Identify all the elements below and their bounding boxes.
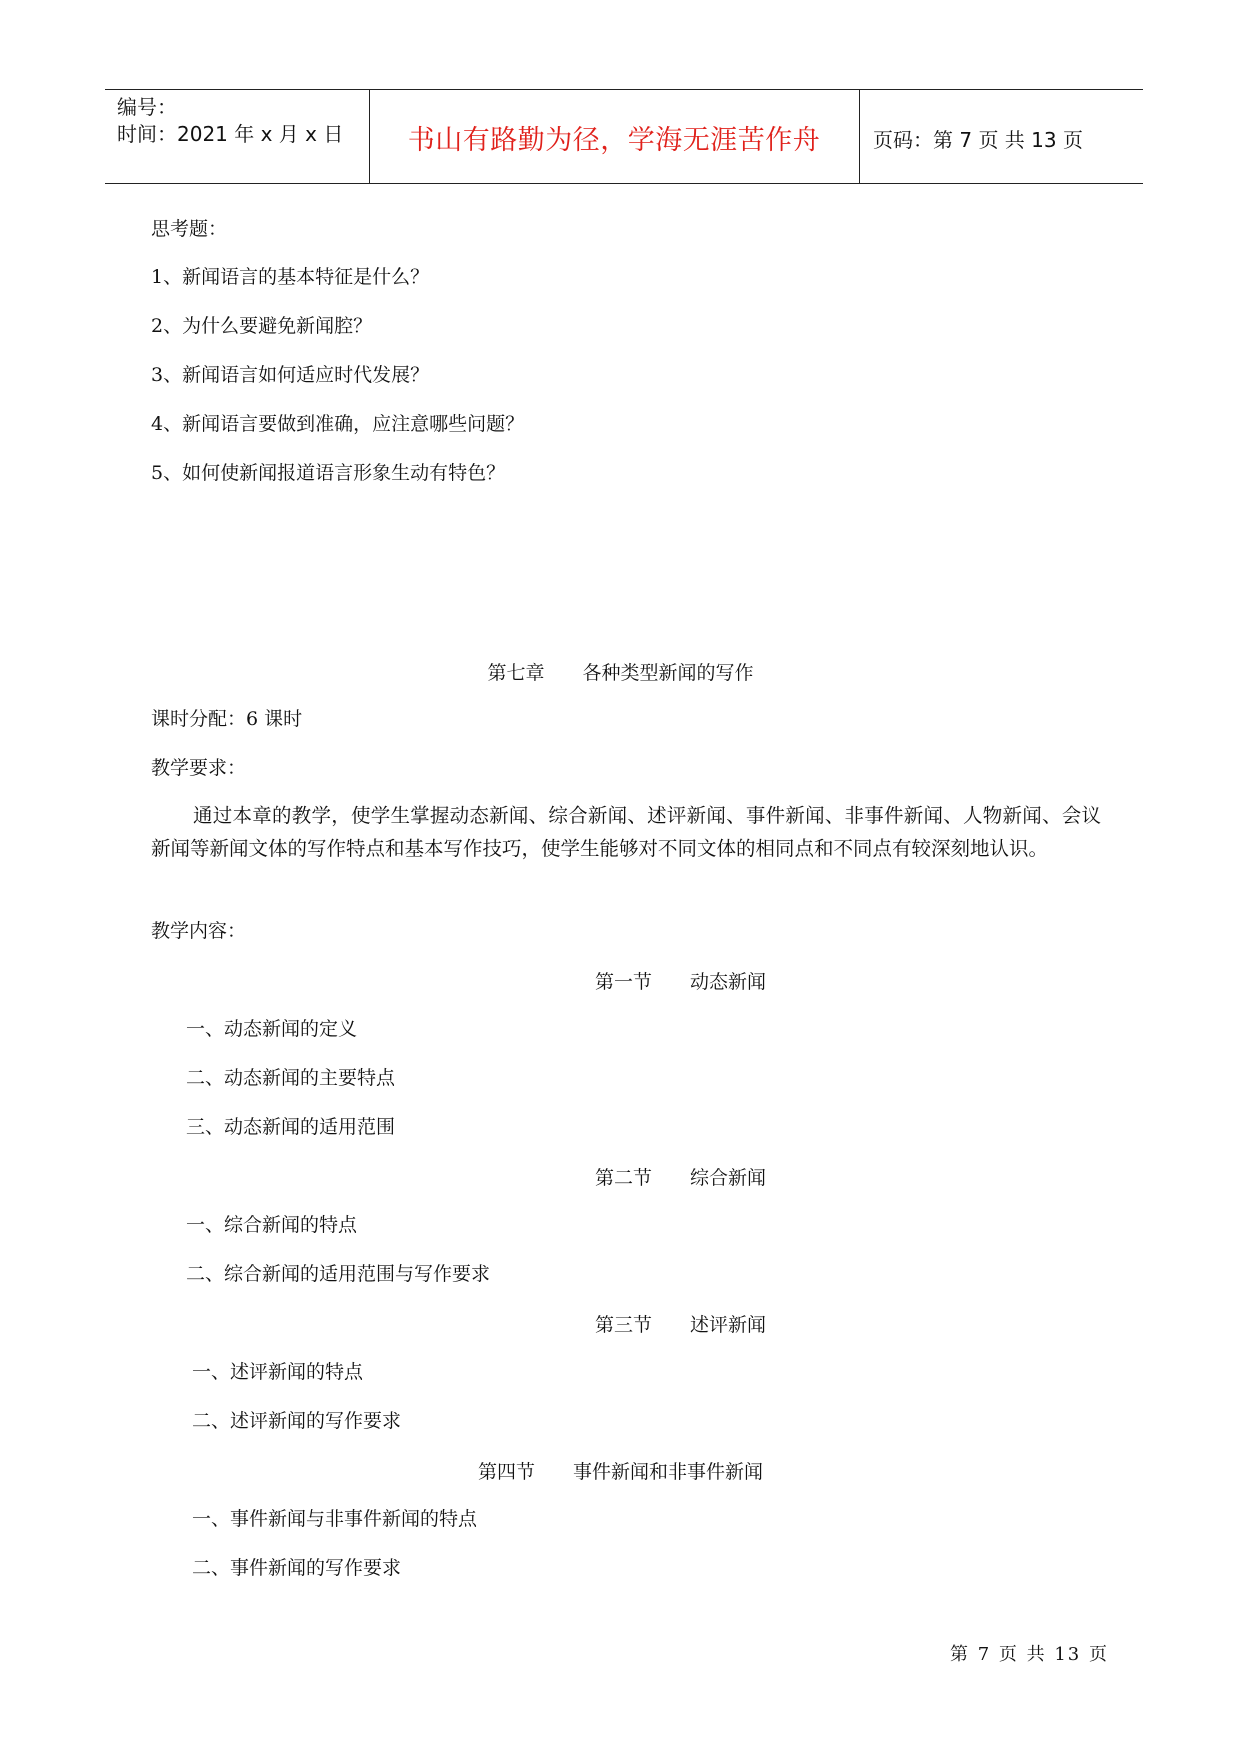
- section-item: 一、动态新闻的定义: [186, 1018, 358, 1040]
- section-title: 第三节 述评新闻: [594, 1314, 766, 1336]
- section-title: 第四节 事件新闻和非事件新闻: [477, 1461, 763, 1483]
- question-item: 1、新闻语言的基本特征是什么？: [151, 266, 430, 288]
- content-label: 教学内容：: [151, 920, 247, 942]
- question-item: 3、新闻语言如何适应时代发展？: [151, 364, 430, 386]
- footer-page-number: 第 7 页 共 13 页: [950, 1644, 1109, 1665]
- section-title: 第二节 综合新闻: [594, 1167, 766, 1189]
- header-page-code: 页码：第 7 页 共 13 页: [873, 128, 1083, 152]
- header-time-label: 时间：2021 年 x 月 x 日: [117, 122, 344, 146]
- section-item: 二、述评新闻的写作要求: [192, 1410, 402, 1432]
- header-meta: [117, 94, 343, 148]
- section-item: 二、动态新闻的主要特点: [186, 1067, 396, 1089]
- section-item: 三、动态新闻的适用范围: [186, 1116, 396, 1138]
- requirements-label: 教学要求：: [151, 757, 247, 779]
- chapter-title: 第七章 各种类型新闻的写作: [487, 662, 754, 684]
- question-item: 4、新闻语言要做到准确，应注意哪些问题？: [151, 413, 525, 435]
- chapter-hours: 课时分配：6 课时: [151, 708, 303, 730]
- question-item: 5、如何使新闻报道语言形象生动有特色？: [151, 462, 506, 484]
- header-top-border: [105, 89, 1143, 90]
- section-title: 第一节 动态新闻: [594, 971, 766, 993]
- section-item: 二、事件新闻的写作要求: [192, 1557, 402, 1579]
- requirements-paragraph: 通过本章的教学，使学生掌握动态新闻、综合新闻、述评新闻、事件新闻、非事件新闻、人物新闻、会议新闻等新闻文体的写作特点和基本写作技巧，使学生能够对不同文体的相同点和不同点有较深刻地认识。: [151, 804, 1101, 860]
- section-item: 一、述评新闻的特点: [192, 1361, 364, 1383]
- question-item: 2、为什么要避免新闻腔？: [151, 315, 373, 337]
- header-motto: 书山有路勤为径，学海无涯苦作舟: [407, 125, 821, 156]
- header-divider-right: [859, 89, 860, 183]
- header-number-label: 编号：: [117, 95, 177, 119]
- questions-title: 思考题：: [151, 218, 228, 240]
- section-item: 二、综合新闻的适用范围与写作要求: [186, 1263, 491, 1285]
- section-item: 一、事件新闻与非事件新闻的特点: [192, 1508, 478, 1530]
- section-item: 一、综合新闻的特点: [186, 1214, 358, 1236]
- header-bottom-border: [105, 183, 1143, 184]
